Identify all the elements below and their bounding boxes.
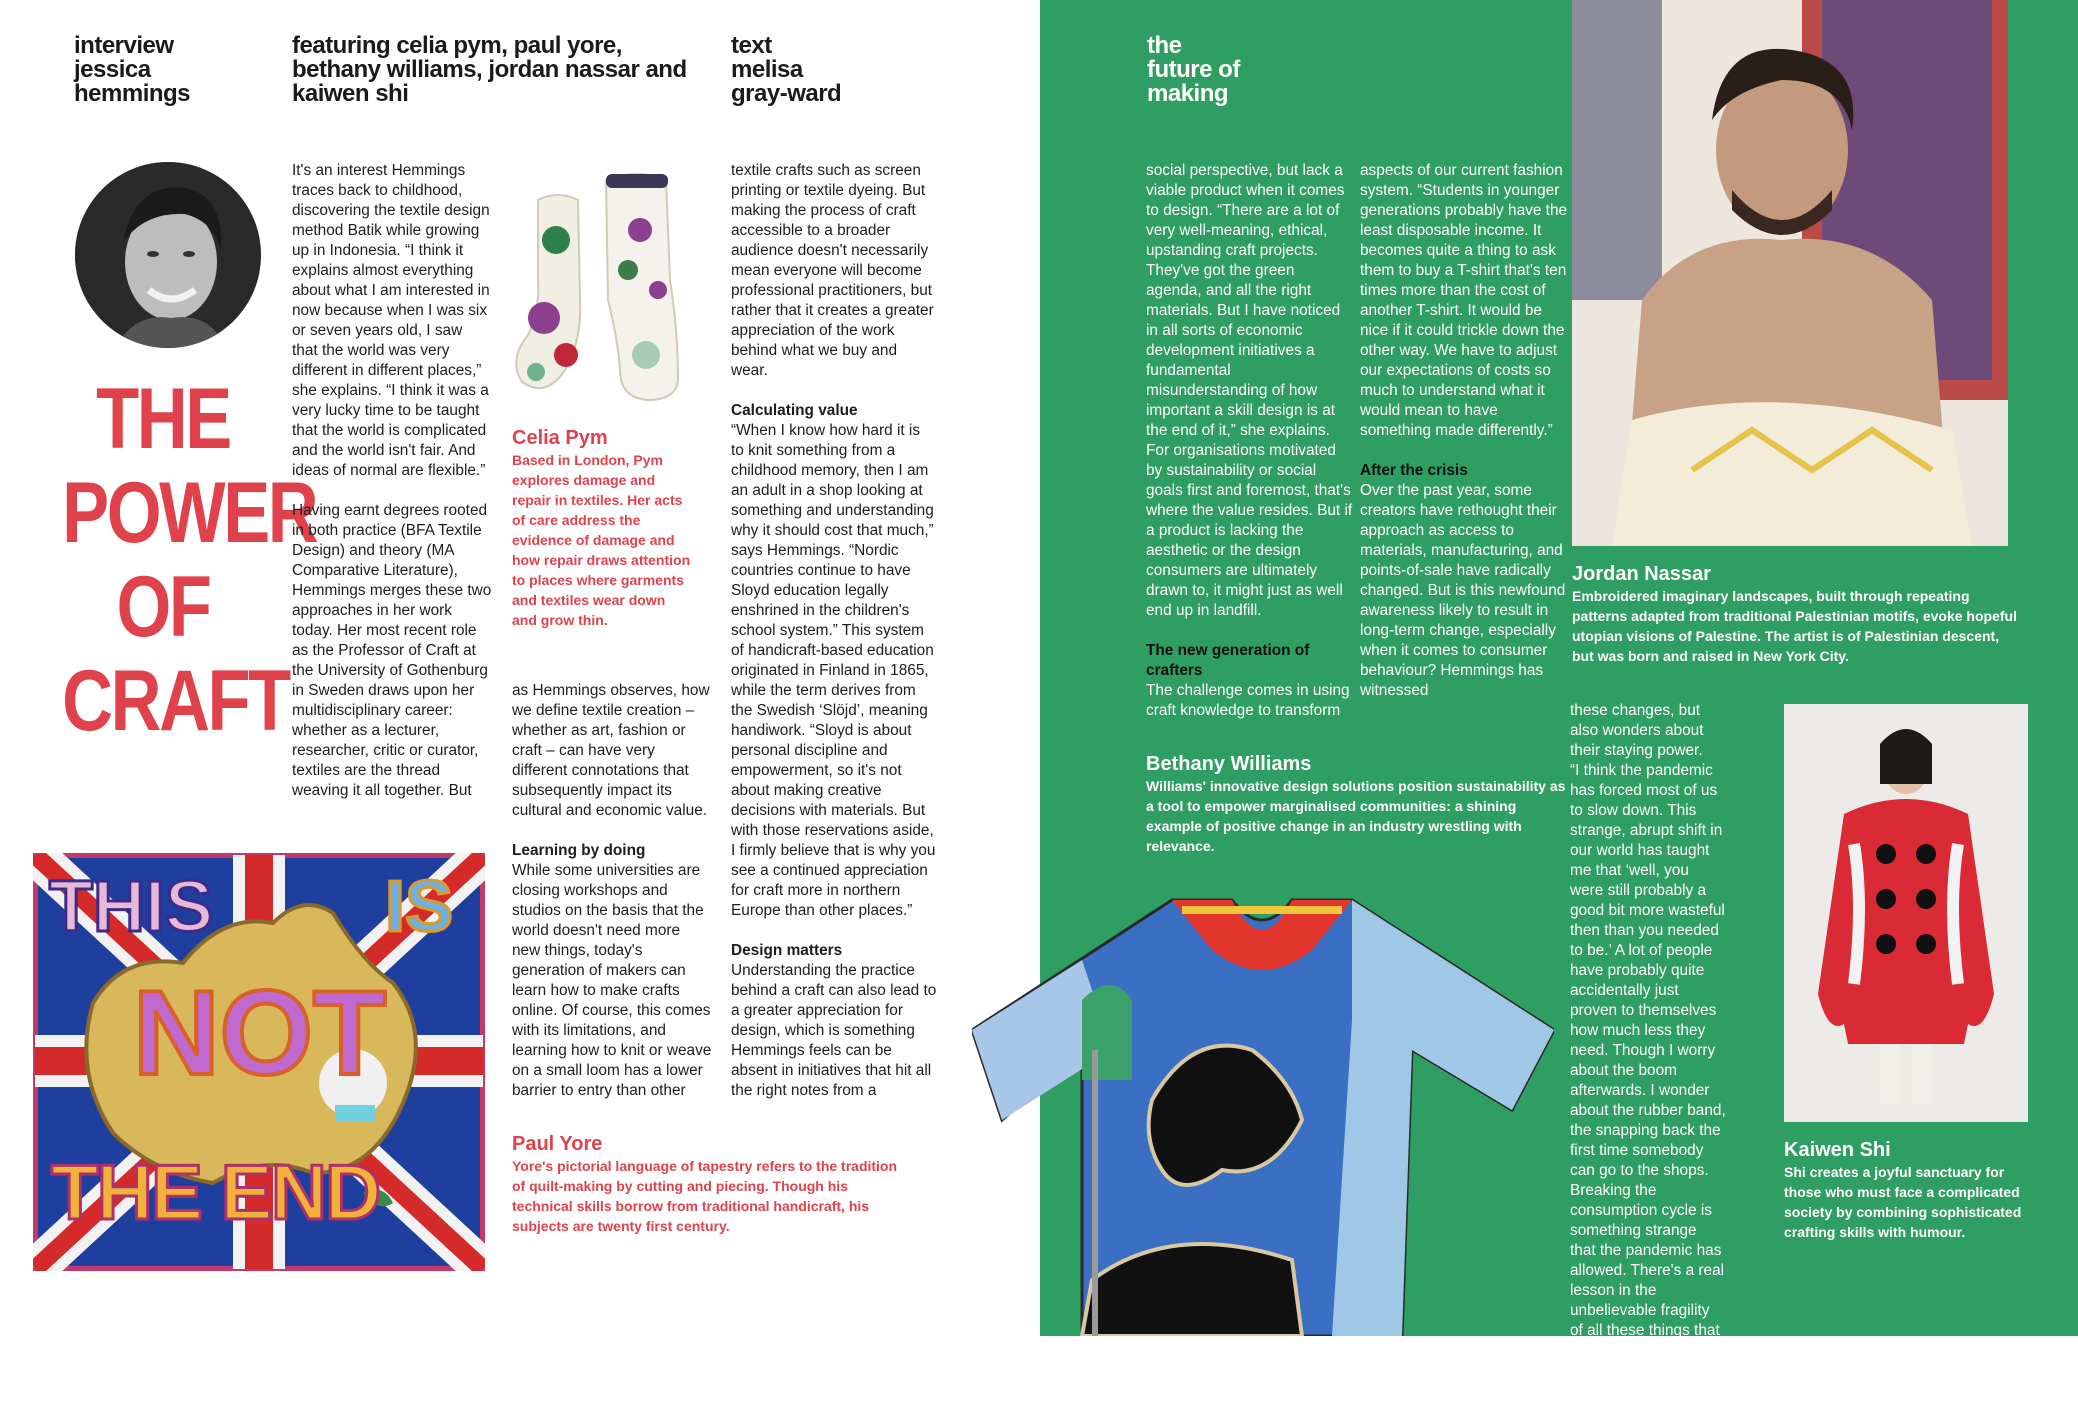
- artwork-text-not: NOT: [133, 966, 387, 1100]
- section-title: the future of making: [1147, 32, 1240, 107]
- caption-name: Jordan Nassar: [1572, 563, 1711, 585]
- paragraph: While some universities are closing workshops and studios on the basis that the world doesn't need more new things, today's generation of makers can learn how to make crafts online. Of course, this comes with its limitations, and learning how to knit or weave on a small loom has a lower barrier to entry than other: [512, 862, 712, 1099]
- paragraph: textile crafts such as screen printing or textile dyeing. But making the process of craft accessible to a broader audience doesn't necessarily mean everyone will become professional practitioners, but rather that it creates a greater appreciation of the work behind what we buy and wear.: [731, 162, 934, 379]
- caption-text: Embroidered imaginary landscapes, built through repeating patterns adapted from traditional Palestinian motifs, evoke hopeful utopian visions of Palestine. The artist is of Palestinian descent, but was born and raised in New York City.: [1572, 588, 2017, 664]
- paragraph: “When I know how hard it is to knit something from a childhood memory, then I am an adult in a shop looking at something and understanding why it should cost that much,” says Hemmings. “Nordic countries continue to have Sloyd education legally enshrined in the children's school system.” This system of handicraft-based education originated in Finland in 1865, while the term derives from the Swedish ‘Slöjd’, meaning handiwork. “Sloyd is about personal discipline and empowerment, so it's not about making creative decisions with materials. But with those reservations aside, I firmly believe that is why you see a continued appreciation for craft more in northern Europe than other places.”: [731, 422, 936, 919]
- text-credit: text melisa gray-ward: [731, 32, 842, 107]
- paragraph: aspects of our current fashion system. “Students in younger generations probably have the least disposable income. It becomes quite a thing to ask them to buy a T-shirt that's ten times more than the cost of another T-shirt. It would be nice if it could trickle down the other way. We have to adjust our expectations of costs so much to understand what it would mean to have something made differently.”: [1360, 162, 1568, 439]
- jordan-nassar-caption: [1572, 562, 2024, 666]
- paragraph: Having earnt degrees rooted in both practice (BFA Textile Design) and theory (MA Comparative Literature), Hemmings merges these two approaches in her work today. Her most recent role as the Professor of Craft at the University of Gothenburg in Sweden draws upon her multidisciplinary career: whether as a lecturer, researcher, critic or curator, textiles are the thread weaving it all together. But: [292, 502, 492, 799]
- bethany-williams-shirt-image: [972, 880, 1554, 1336]
- article-column-5: [1360, 161, 1570, 721]
- paragraph: Over the past year, some creators have rethought their approach as access to materials, manufacturing, and points-of-sale have radically changed. But is this newfound awareness likely to result in long-term change, especially when it comes to consumer behaviour? Hemmings has witnessed: [1360, 482, 1566, 699]
- paragraph: The challenge comes in using craft knowledge to transform: [1146, 682, 1350, 719]
- artwork-text-the-end: THE END: [51, 1148, 380, 1236]
- bethany-williams-caption: [1146, 752, 1566, 856]
- subheading: Calculating value: [731, 402, 858, 419]
- caption-name: Kaiwen Shi: [1784, 1139, 1891, 1161]
- artwork-text-is: IS: [385, 867, 454, 947]
- interview-credit: interview jessica hemmings: [74, 32, 191, 107]
- subheading: Learning by doing: [512, 842, 646, 859]
- caption-text: Based in London, Pym explores damage and repair in textiles. Her acts of care address the evidence of damage and how repair draws attention to places where garments and textiles wear down and grow thin.: [512, 452, 691, 628]
- article-column-1: [292, 161, 492, 821]
- artwork-text-this: THIS: [49, 867, 214, 947]
- article-column-3: [731, 161, 937, 1121]
- paragraph: social perspective, but lack a viable product when it comes to design. “There are a lot of very well-meaning, ethical, upstanding craft projects. They've got the green agenda, and all the right materials. But I have noticed in all sorts of economic development initiatives a fundamental misunderstanding of how important a skill design is at the end of it,” she explains. For organisations motivated by sustainability or social goals first and foremost, that's where the value resides. But if a product is lacking the aesthetic or the design consumers are ultimately drawn to, it might just as well end up in landfill.: [1146, 162, 1353, 619]
- jessica-hemmings-portrait: [75, 162, 261, 348]
- celia-pym-caption: [512, 426, 692, 630]
- featuring-credit: featuring celia pym, paul yore, bethany williams, jordan nassar and kaiwen shi: [292, 32, 687, 107]
- paragraph: Understanding the practice behind a craft can also lead to a greater appreciation for design, which is something Hemmings feels can be absent in initiatives that hit all the right notes from a: [731, 962, 937, 1099]
- paragraph: It's an interest Hemmings traces back to childhood, discovering the textile design method Batik while growing up in Indonesia. “I think it explains almost everything about what I am interested in now because when I was six or seven years old, I saw that the world was very different in different places,” she explains. “I think it was a very lucky time to be taught that the world is complicated and the world isn't fair. And ideas of normal are flexible.”: [292, 162, 490, 479]
- paragraph: these changes, but also wonders about their staying power.: [1570, 702, 1704, 759]
- caption-name: Celia Pym: [512, 427, 608, 449]
- subheading: Design matters: [731, 942, 843, 959]
- article-column-2: [512, 681, 712, 1121]
- paragraph: “I think the pandemic has forced most of us to slow down. This strange, abrupt shift in our world has taught me that ‘well, you were still probably a good bit more wasteful then than you needed to be.’ A lot of people have probably quite accidentally just proven to themselves how much less they need. Though I worry about the boom afterwards. I wonder about the rubber band, the snapping back the first time somebody can go to the shops. Breaking the consumption cycle is something strange that the pandemic has allowed. There's a real lesson in the unbelievable fragility of all these things that we take for granted. Nothing in our lives, in this world, is a given.”: [1570, 762, 1726, 1399]
- jordan-nassar-photo: [1572, 0, 2008, 546]
- caption-text: Shi creates a joyful sanctuary for those who must face a complicated society by combining sophisticated crafting skills with humour.: [1784, 1164, 2022, 1240]
- article-column-4: [1146, 161, 1354, 741]
- paul-yore-tapestry-image: [33, 853, 485, 1271]
- kaiwen-shi-photo: [1784, 704, 2028, 1122]
- caption-text: Williams' innovative design solutions position sustainability as a tool to empower marginalised communities: a shining example of positive change in an industry wrestling with relevance.: [1146, 778, 1566, 854]
- paul-yore-caption: [512, 1132, 912, 1236]
- caption-name: Paul Yore: [512, 1133, 603, 1155]
- paragraph: as Hemmings observes, how we define textile creation – whether as art, fashion or craft – can have very different connotations that subsequently impact its cultural and economic value.: [512, 682, 710, 819]
- article-column-6: [1570, 701, 1726, 1421]
- subheading: The new generation of crafters: [1146, 642, 1310, 679]
- caption-name: Bethany Williams: [1146, 753, 1312, 775]
- feature-title: THE POWER OF CRAFT: [62, 371, 317, 749]
- caption-text: Yore's pictorial language of tapestry refers to the tradition of quilt-making by cutting and piecing. Though his technical skills borrow from traditional handicraft, his subjects are twenty first century.: [512, 1158, 898, 1234]
- celia-pym-socks-image: [508, 160, 696, 410]
- subheading: After the crisis: [1360, 462, 1468, 479]
- kaiwen-shi-caption: [1784, 1138, 2024, 1242]
